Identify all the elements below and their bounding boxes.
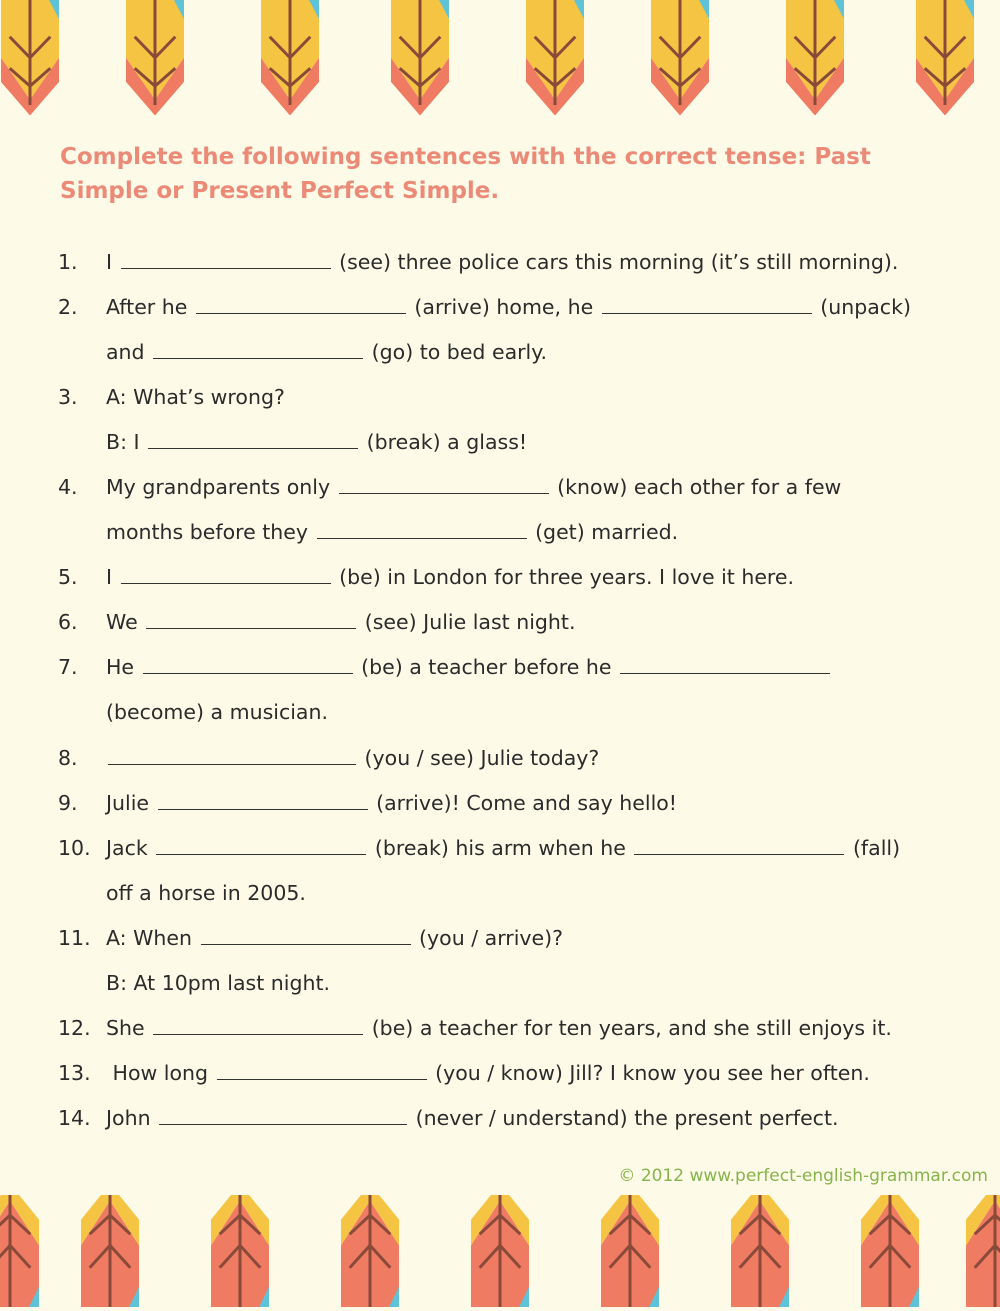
leaf-shape [861,1195,919,1307]
answer-blank[interactable] [121,565,331,584]
leaf-shape [966,1195,1000,1307]
bottom-decorative-border [0,1195,1000,1311]
sentence-4-continued: months before they (get) married. [106,520,679,545]
leaf-shape [341,1195,399,1307]
answer-blank[interactable] [148,430,358,449]
leaf-shape [471,1195,529,1307]
sentence-10: 10. Jack (break) his arm when he (fall) [58,835,901,860]
sentence-7-continued: (become) a musician. [106,700,328,725]
sentence-12: 12. She (be) a teacher for ten years, and she still enjoys it. [58,1016,892,1041]
answer-blank[interactable] [634,836,844,855]
answer-blank[interactable] [620,655,830,674]
answer-blank[interactable] [159,1106,407,1125]
sentence-9: 9. Julie (arrive)! Come and say hello! [58,790,678,815]
sentence-1: 1. I (see) three police cars this morning (it’s still morning). [58,249,899,274]
answer-blank[interactable] [121,250,331,269]
leaf-shape [731,1195,789,1307]
leaf-shape [916,0,974,116]
top-decorative-border [0,0,1000,118]
answer-blank[interactable] [201,926,411,945]
answer-blank[interactable] [146,610,356,629]
answer-blank[interactable] [153,1016,363,1035]
answer-blank[interactable] [196,295,406,314]
leaf-shape [601,1195,659,1307]
sentence-4: 4. My grandparents only (know) each other for a few [58,475,842,500]
answer-blank[interactable] [339,475,549,494]
answer-blank[interactable] [143,655,353,674]
sentence-13: 13. How long (you / know) Jill? I know you see her often. [58,1061,870,1086]
answer-blank[interactable] [108,746,356,765]
copyright-footer: © 2012 www.perfect-english-grammar.com [618,1166,988,1186]
exercise-instructions: Complete the following sentences with the correct tense: Past Simple or Present Perfect Simple. [60,144,871,204]
sentence-8: 8. (you / see) Julie today? [58,745,600,770]
answer-blank[interactable] [156,836,366,855]
leaf-shape [526,0,584,116]
sentence-2-continued: and (go) to bed early. [106,339,547,364]
answer-blank[interactable] [602,295,812,314]
sentence-11-continued: B: At 10pm last night. [106,971,331,996]
leaf-shape [391,0,449,116]
leaf-shape [261,0,319,116]
leaf-shape [786,0,844,116]
answer-blank[interactable] [317,520,527,539]
leaf-shape [81,1195,139,1307]
answer-blank[interactable] [153,340,363,359]
sentence-10-continued: off a horse in 2005. [106,880,306,905]
leaf-pattern-top [0,0,1000,118]
leaf-pattern-bottom [0,1195,1000,1311]
sentence-5: 5. I (be) in London for three years. I love it here. [58,565,795,590]
sentence-3-continued: B: I (break) a glass! [106,429,528,454]
answer-blank[interactable] [217,1061,427,1080]
sentence-3: 3. A: What’s wrong? [58,384,285,409]
leaf-shape [0,1195,39,1307]
sentence-6: 6. We (see) Julie last night. [58,610,576,635]
leaf-shape [211,1195,269,1307]
leaf-shape [651,0,709,116]
sentence-11: 11. A: When (you / arrive)? [58,925,564,950]
sentence-2: 2. After he (arrive) home, he (unpack) [58,294,911,319]
leaf-shape [126,0,184,116]
sentence-7: 7. He (be) a teacher before he [58,645,948,690]
exercise-list [58,239,948,1141]
answer-blank[interactable] [158,791,368,810]
sentence-14: 14. John (never / understand) the present perfect. [58,1106,839,1131]
leaf-shape [1,0,59,116]
